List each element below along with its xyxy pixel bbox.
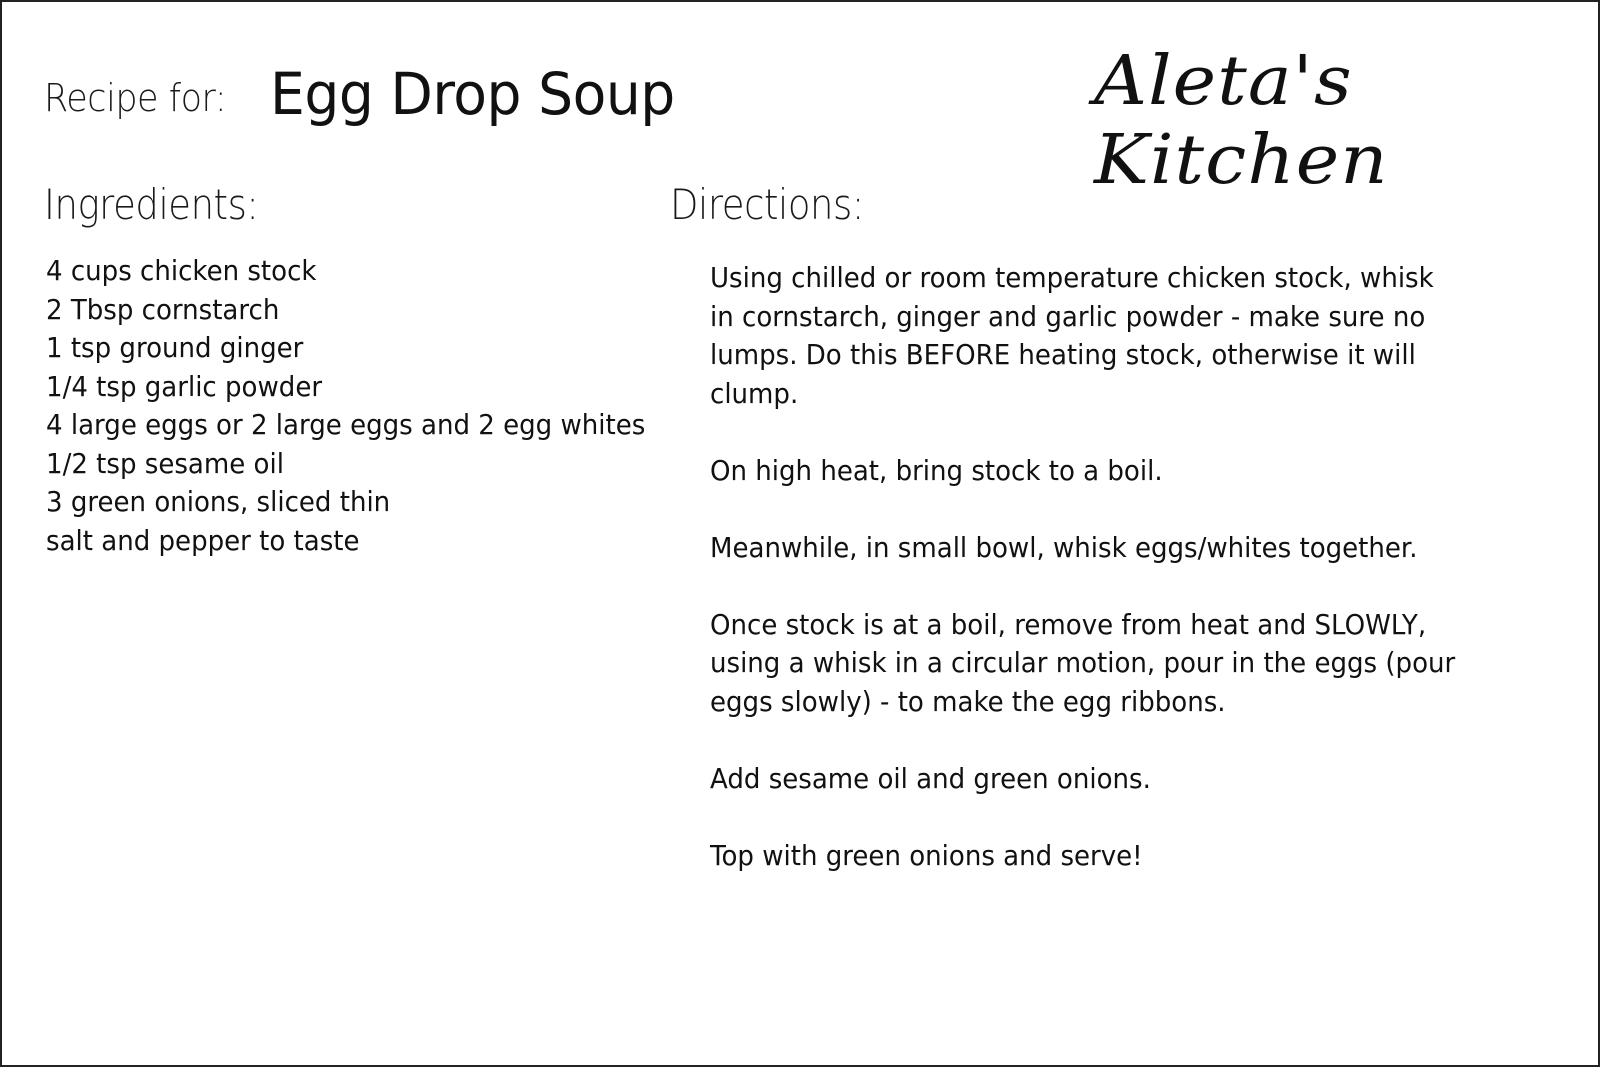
ingredient-item: 4 large eggs or 2 large eggs and 2 egg whites — [46, 408, 646, 441]
direction-step: Top with green onions and serve! — [710, 838, 1143, 872]
directions-heading: Directions: — [670, 180, 864, 229]
direction-step: Using chilled or room temperature chicken stock, whisk in cornstarch, ginger and garlic powder - make sure no lumps. Do this BEFORE heating stock, otherwise it will clump. — [710, 261, 1434, 410]
ingredient-item: 4 cups chicken stock — [46, 254, 317, 287]
direction-step: On high heat, bring stock to a boil. — [710, 453, 1163, 487]
brand-signature: Aleta's Kitchen — [1094, 42, 1389, 200]
recipe-title: Egg Drop Soup — [270, 60, 675, 128]
direction-step: Add sesame oil and green onions. — [710, 761, 1151, 795]
ingredient-item: 1 tsp ground ginger — [46, 331, 304, 364]
ingredient-item: salt and pepper to taste — [46, 523, 360, 557]
ingredient-item: 2 Tbsp cornstarch — [46, 292, 280, 326]
ingredient-item: 3 green onions, sliced thin — [46, 485, 391, 518]
ingredient-item: 1/4 tsp garlic powder — [46, 369, 323, 403]
direction-step: Once stock is at a boil, remove from heat and SLOWLY, using a whisk in a circular motion, pour in the eggs (pour eggs slowly) - to make the egg ribbons. — [710, 607, 1456, 718]
ingredient-item: 1/2 tsp sesame oil — [46, 446, 284, 480]
recipe-label: Recipe for: — [44, 76, 227, 120]
ingredients-heading: Ingredients: — [44, 180, 259, 229]
direction-step: Meanwhile, in small bowl, whisk eggs/whites together. — [710, 530, 1418, 564]
ingredients-list — [46, 252, 690, 560]
directions-list — [710, 259, 1470, 914]
